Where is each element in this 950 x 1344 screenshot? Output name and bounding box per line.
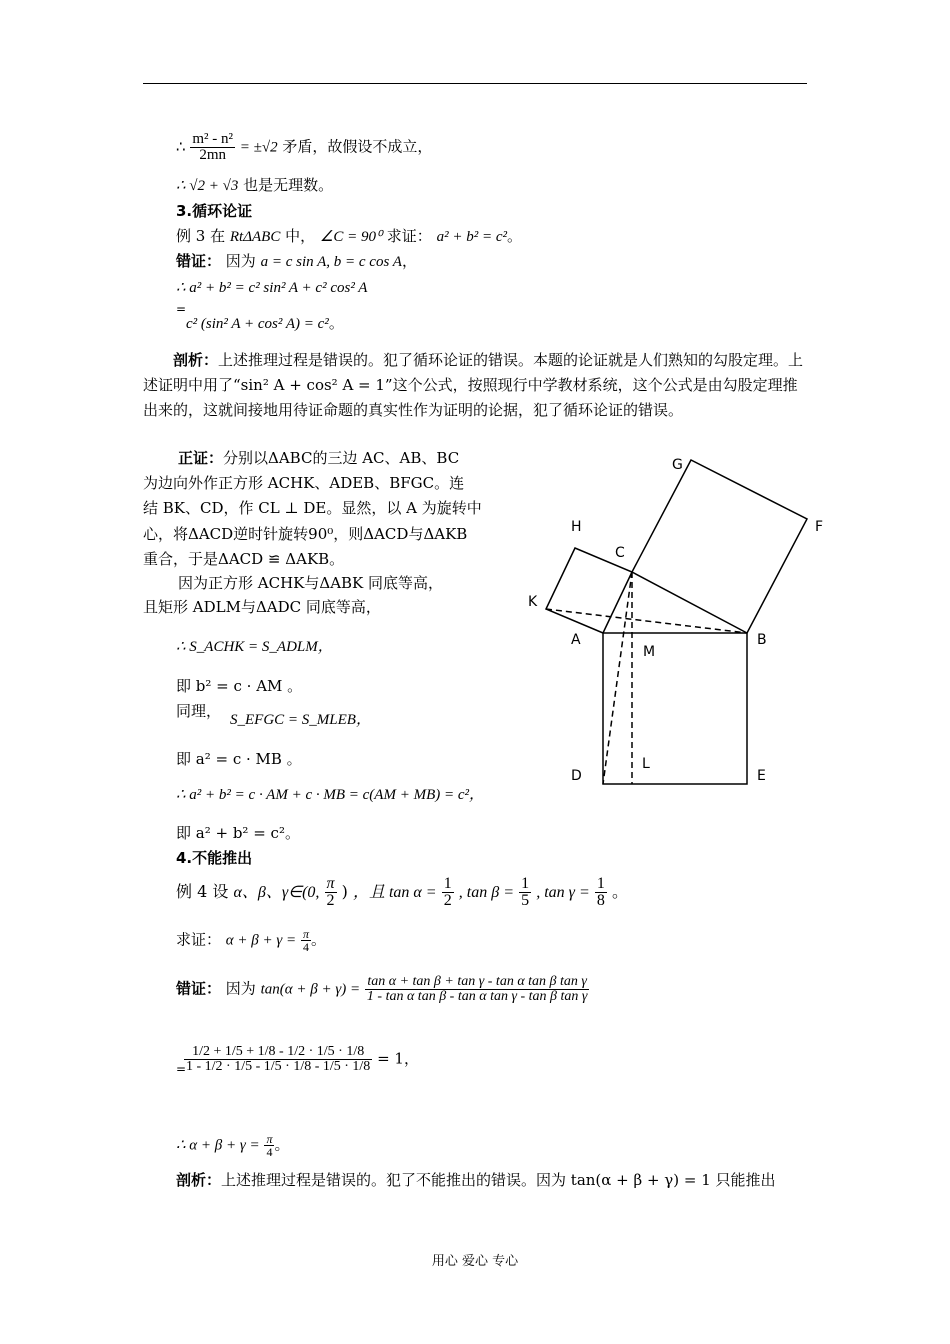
- claim-4: [176, 928, 326, 953]
- example-mid: 中，: [285, 227, 316, 245]
- expression: ∴ √2 + √3: [176, 178, 239, 194]
- numerator: tan α + tan β + tan γ - tan α tan β tan γ: [367, 974, 587, 989]
- punct: 。: [507, 227, 523, 245]
- tan-gamma: , tan γ =: [536, 884, 590, 901]
- step-1: ∴ a² + b² = c² sin² A + c² cos² A: [176, 280, 368, 296]
- label-g: G: [672, 457, 683, 473]
- label-m: M: [643, 644, 656, 660]
- proof-line-5: 重合，于是ΔACD ≌ ΔAKB。: [143, 550, 345, 568]
- area-sum: ∴ a² + b² = c · AM + c · MB = c(AM + MB) = c²，: [176, 787, 484, 803]
- wrong-proof-label: 错证：: [176, 252, 222, 270]
- analysis-label: 剖析：: [176, 1171, 222, 1189]
- numerator: π: [326, 875, 335, 892]
- fraction-denominator: 2mn: [190, 147, 235, 163]
- fraction-numerator: m² - n²: [192, 131, 233, 147]
- label-h: H: [571, 519, 582, 535]
- wrong-proof-text: 因为: [225, 979, 256, 998]
- numerator: 1: [443, 875, 452, 892]
- punct: ，: [401, 252, 417, 270]
- label-b: B: [757, 632, 767, 648]
- analysis-label: 剖析：: [173, 351, 219, 369]
- calc-line: [184, 1045, 419, 1074]
- frac-1-5: [519, 876, 531, 909]
- numerator: 1: [596, 875, 605, 892]
- numerator: π: [302, 927, 309, 941]
- frac-1-2: [442, 876, 454, 909]
- step-2-expression: c² (sin² A + cos² A) = c²: [186, 316, 329, 332]
- proof-text: 分别以ΔABC的三边 AC、AB、BC: [223, 449, 460, 467]
- tan-beta: , tan β =: [458, 884, 515, 901]
- label-a: A: [571, 632, 581, 648]
- analysis-text: 上述推理过程是错误的。犯了循环论证的错误。本题的论证就是人们熟知的勾股定理。上述证明中用了“sin² A + cos² A = 1”这个公式，按照现行中学教材系统，这个公式是由勾股定理推出来的，这就间接地用待证命题的真实性作为证明的论据，犯了循环论证的错误。: [143, 351, 804, 419]
- example-prefix: 例 3 在: [176, 227, 226, 245]
- equation: = ±√2: [239, 139, 278, 156]
- square-bfgc: [632, 460, 807, 633]
- frac-1-8: [595, 876, 607, 909]
- proof-line-6: 因为正方形 ACHK与ΔABK 同底等高，: [178, 574, 444, 592]
- example-prefix: 例 4 设: [176, 882, 229, 901]
- area-eq-2: 即 b² = c · AM 。: [176, 677, 303, 695]
- wrong-proof-label: 错证：: [176, 979, 222, 998]
- area-eq-4: 即 a² = c · MB 。: [176, 750, 302, 768]
- label-e: E: [757, 768, 766, 784]
- punct: 。: [310, 930, 326, 949]
- proof-label: 正证：: [178, 449, 224, 467]
- paren: ): [341, 882, 348, 901]
- proof-line-2: 为边向外作正方形 ACHK、ADEB、BFGC。连: [143, 474, 465, 492]
- area-eq-3: S_EFGC = S_MLEB，: [230, 712, 371, 728]
- conclusion-expression: ∴ α + β + γ =: [176, 1137, 260, 1154]
- pi-over-2: [325, 876, 337, 909]
- area-conclusion: 即 a² + b² = c²。: [176, 824, 300, 842]
- label-c: C: [615, 545, 625, 561]
- analysis-text: 上述推理过程是错误的。犯了不能推出的错误。因为 tan(α + β + γ) = 1 只能推出: [221, 1171, 776, 1189]
- denominator: 1 - 1/2 · 1/5 - 1/5 · 1/8 - 1/5 · 1/8: [186, 1059, 371, 1074]
- denominator: 8: [596, 892, 605, 909]
- wrong-proof-text: 因为: [225, 252, 256, 270]
- punct: 。: [611, 882, 628, 901]
- pi-over-4: [301, 928, 311, 953]
- wrong-proof-4: [176, 975, 589, 1004]
- label-d: D: [571, 768, 582, 784]
- conclusion-4: [176, 1133, 289, 1158]
- pi-over-4: [264, 1133, 274, 1158]
- numerator: 1: [521, 875, 530, 892]
- calc-result: = 1，: [377, 1049, 419, 1068]
- similarly-label: 同理，: [176, 702, 222, 720]
- page-footer: 用心 爱心 专心: [431, 1254, 519, 1269]
- proof-line-4: 心，将ΔACD逆时针旋转90⁰，则ΔACD与ΔAKB: [143, 525, 468, 543]
- claim-label: 求证：: [176, 930, 222, 949]
- wrong-proof-expression: a = c sin A, b = c cos A: [260, 254, 402, 270]
- tangent-sum-lhs: tan(α + β + γ) =: [260, 981, 361, 998]
- variables: α、β、γ∈(0,: [233, 884, 320, 901]
- denominator: 2: [325, 892, 337, 909]
- tan-alpha: ，且 tan α =: [352, 884, 437, 901]
- step-2-equals: =: [176, 302, 187, 316]
- label-f: F: [815, 519, 824, 535]
- example-4: [176, 876, 628, 909]
- denominator: 1 - tan α tan β - tan α tan γ - tan β tan γ: [366, 989, 588, 1004]
- label-k: K: [528, 594, 538, 610]
- label-l: L: [642, 756, 650, 772]
- angle-expression: ∠C = 90⁰: [319, 229, 383, 245]
- area-eq-1: ∴ S_ACHK = S_ADLM，: [176, 639, 333, 655]
- square-adeb: [603, 633, 747, 784]
- punct: 。: [328, 314, 344, 332]
- section-4-heading: 4.不能推出: [176, 849, 253, 867]
- denominator: 4: [264, 1145, 274, 1158]
- section-3-heading: 3.循环论证: [176, 202, 253, 220]
- claim-expression: a² + b² = c²: [436, 229, 507, 245]
- calc-fraction: [184, 1045, 372, 1074]
- irrational-text: 也是无理数。: [243, 176, 334, 194]
- numerator: 1/2 + 1/5 + 1/8 - 1/2 · 1/5 · 1/8: [192, 1044, 365, 1059]
- numerator: π: [266, 1132, 273, 1146]
- tangent-sum-formula: [365, 975, 590, 1004]
- proof-line-7: 且矩形 ADLM与ΔADC 同底等高，: [143, 598, 381, 616]
- denominator: 2: [443, 892, 452, 909]
- claim-label: 求证：: [386, 227, 432, 245]
- calc-equals: =: [176, 1062, 187, 1076]
- denominator: 4: [301, 940, 311, 953]
- contradiction-text: 矛盾，故假设不成立，: [282, 137, 433, 156]
- claim-expression: α + β + γ =: [225, 932, 297, 949]
- contradiction-line: ∴ $\frac{\text{m² - n²}}{2mn}$ = ±√2 矛盾，故假设不成立，: [176, 131, 433, 163]
- proof-line-3: 结 BK、CD，作 CL ⊥ DE。显然，以 A 为旋转中: [143, 499, 482, 517]
- punct: 。: [274, 1135, 290, 1154]
- triangle-name: RtΔABC: [229, 229, 281, 245]
- analysis-4: [176, 1173, 776, 1188]
- denominator: 5: [521, 892, 530, 909]
